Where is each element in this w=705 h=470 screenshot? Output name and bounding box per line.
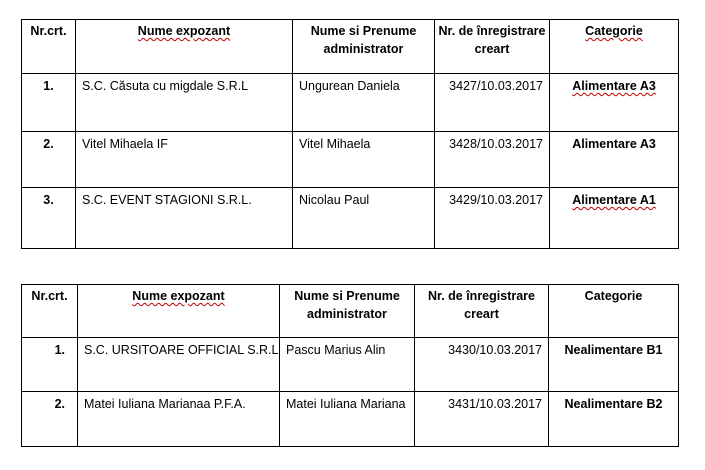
- header-nr-crt: Nr.crt.: [22, 285, 78, 338]
- cell-registration: 3431/10.03.2017: [415, 392, 549, 447]
- cell-exponent: S.C. URSITOARE OFFICIAL S.R.L: [78, 338, 280, 392]
- table-row: [22, 392, 679, 447]
- cell-admin: Ungurean Daniela: [293, 74, 435, 132]
- category-text: Alimentare A3: [572, 79, 656, 93]
- header-nume-prenume-administrator: Nume si Prenume administrator: [280, 285, 415, 338]
- cell-nr: 3.: [22, 188, 76, 249]
- header-nr-inregistrare: Nr. de înregistrare creart: [435, 20, 550, 74]
- cell-category: [550, 74, 679, 132]
- cell-category: [550, 188, 679, 249]
- cell-nr: 2.: [22, 392, 78, 447]
- cell-exponent: S.C. Căsuta cu migdale S.R.L: [76, 74, 293, 132]
- cell-category: Nealimentare B1: [549, 338, 679, 392]
- table-row: [22, 338, 679, 392]
- cell-nr: 1.: [22, 74, 76, 132]
- cell-admin: Nicolau Paul: [293, 188, 435, 249]
- header-nume-prenume-administrator: Nume si Prenume administrator: [293, 20, 435, 74]
- cell-exponent: Vitel Mihaela IF: [76, 132, 293, 188]
- cell-admin: Matei Iuliana Mariana: [280, 392, 415, 447]
- cell-category: Nealimentare B2: [549, 392, 679, 447]
- category-text: Alimentare A1: [572, 193, 656, 207]
- cell-registration: 3428/10.03.2017: [435, 132, 550, 188]
- header-nr-crt: Nr.crt.: [22, 20, 76, 74]
- header-categorie: Categorie: [550, 20, 679, 74]
- header-categorie: Categorie: [549, 285, 679, 338]
- cell-registration: 3430/10.03.2017: [415, 338, 549, 392]
- cell-registration: 3429/10.03.2017: [435, 188, 550, 249]
- header-nume-expozant: Nume expozant: [76, 20, 293, 74]
- cell-exponent: S.C. EVENT STAGIONI S.R.L.: [76, 188, 293, 249]
- header-nume-expozant: Nume expozant: [78, 285, 280, 338]
- cell-nr: 1.: [22, 338, 78, 392]
- exhibitors-table-2: [21, 284, 679, 447]
- cell-registration: 3427/10.03.2017: [435, 74, 550, 132]
- table-row: [22, 74, 679, 132]
- exhibitors-table-1: [21, 19, 679, 249]
- table-row: [22, 188, 679, 249]
- cell-admin: Vitel Mihaela: [293, 132, 435, 188]
- header-nr-inregistrare: Nr. de înregistrare creart: [415, 285, 549, 338]
- cell-admin: Pascu Marius Alin: [280, 338, 415, 392]
- table-header-row: [22, 285, 679, 338]
- table-row: [22, 132, 679, 188]
- cell-nr: 2.: [22, 132, 76, 188]
- cell-category: Alimentare A3: [550, 132, 679, 188]
- table-header-row: [22, 20, 679, 74]
- cell-exponent: Matei Iuliana Marianaa P.F.A.: [78, 392, 280, 447]
